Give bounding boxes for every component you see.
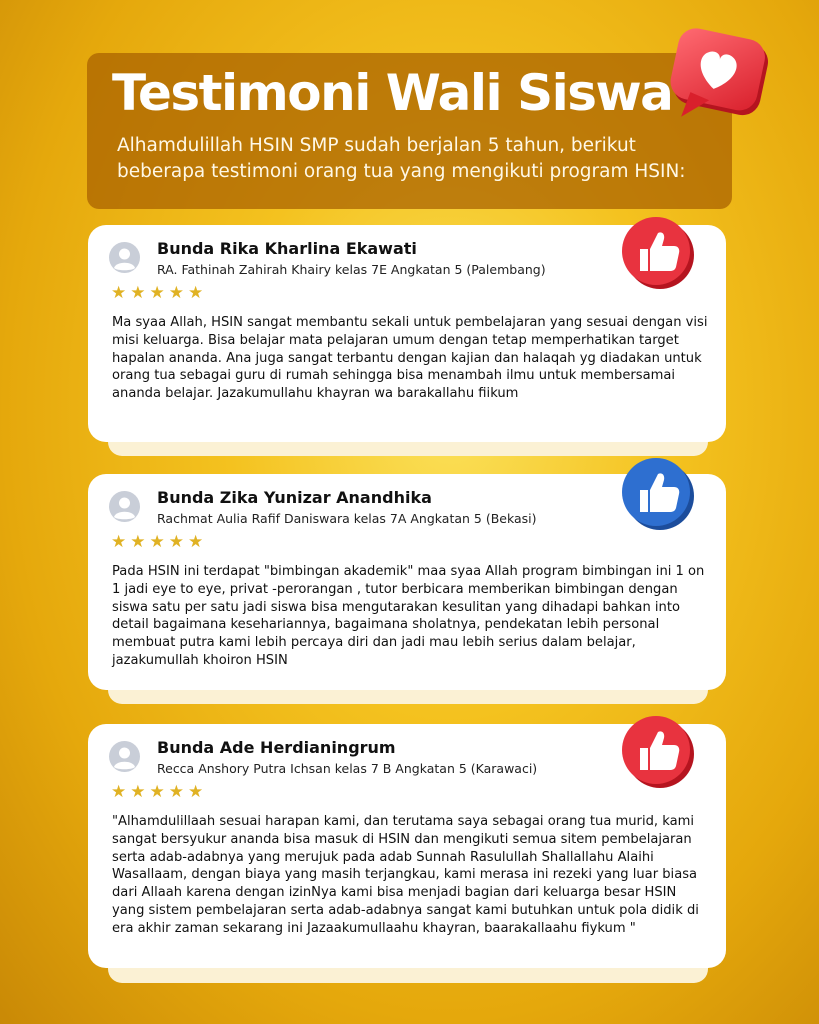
thumbs-up-icon	[620, 215, 696, 291]
heart-chat-icon	[664, 28, 776, 134]
reviewer-detail: Rachmat Aulia Rafif Daniswara kelas 7A Angkatan 5 (Bekasi)	[157, 511, 537, 526]
page-title: Testimoni Wali Siswa	[112, 64, 673, 122]
reviewer-name: Bunda Rika Kharlina Ekawati	[157, 239, 417, 258]
review-text: Ma syaa Allah, HSIN sangat membantu sekali untuk pembelajaran yang sesuai dengan visi misi keluarga. Bisa belajar mata pelajaran umum dengan tetap memperhatikan target hapalan ananda. Ana juga sangat terbantu dengan kajian dan halaqah yg diadakan untuk orang tua sebagai guru di rumah sehingga bisa menambah ilmu untuk membersamai ananda belajar. Jazakumullahu khayran wa barakallahu fiikum	[112, 315, 708, 402]
star-rating: ★★★★★	[111, 532, 208, 552]
avatar-icon	[109, 242, 140, 273]
review-text: Pada HSIN ini terdapat "bimbingan akademik" maa syaa Allah program bimbingan ini 1 on 1 jadi eye to eye, privat -perorangan , tutor berbicara memberikan bimbingan dengan siswa satu per satu jadi siswa bisa mengutarakan kesulitan yang dihadapi bahkan into detail bagaimana kesehariannya, bagaimana sholatnya, pendekatan lebih personal membuat putra kami lebih percaya diri dan jadi mau lebih serius dalam belajar, jazakumullah khoiron HSIN	[112, 564, 705, 668]
review-text: "Alhamdulillaah sesuai harapan kami, dan terutama saya sebagai orang tua murid, kami sangat bersyukur ananda bisa masuk di HSIN dan mengikuti semua sitem pembelajaran serta adab-adabnya yang merujuk pada adab Sunnah Rasulullah Shallallahu Alaihi Wasallaam, dengan biaya yang masih terjangkau, kami merasa ini rezeki yang luar biasa dari Allaah karena dengan izinNya kami bisa menjadi bagian dari keluarga besar HSIN yang sistem pembelajaran serta adab-adabnya sangat kami butuhkan untuk pola didik di era akhir zaman sekarang ini Jazaakumullaahu khayran, baarakallaahu fiykum "	[112, 814, 699, 936]
reviewer-name: Bunda Ade Herdianingrum	[157, 738, 396, 757]
avatar-icon	[109, 491, 140, 522]
thumbs-up-icon	[620, 714, 696, 790]
reviewer-detail: RA. Fathinah Zahirah Khairy kelas 7E Angkatan 5 (Palembang)	[157, 262, 546, 277]
thumbs-up-icon	[620, 456, 696, 532]
star-rating: ★★★★★	[111, 782, 208, 802]
page-subtitle: Alhamdulillah HSIN SMP sudah berjalan 5 tahun, berikut beberapa testimoni orang tua yang mengikuti program HSIN:	[117, 135, 686, 182]
star-rating: ★★★★★	[111, 283, 208, 303]
avatar-icon	[109, 741, 140, 772]
reviewer-name: Bunda Zika Yunizar Anandhika	[157, 488, 432, 507]
reviewer-detail: Recca Anshory Putra Ichsan kelas 7 B Angkatan 5 (Karawaci)	[157, 761, 538, 776]
